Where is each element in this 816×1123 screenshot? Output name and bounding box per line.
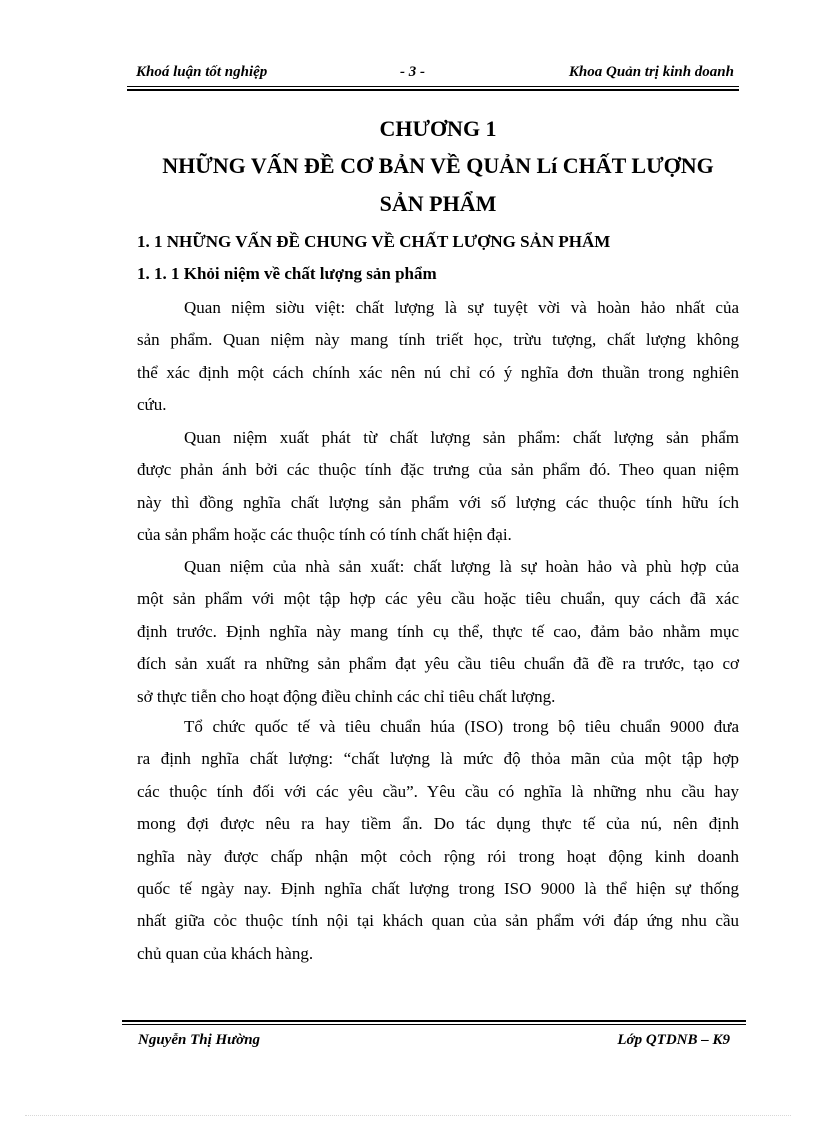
paragraph-line: Tổ chức quốc tế và tiêu chuẩn húa (ISO) trong bộ tiêu chuẩn 9000 đưa	[184, 717, 739, 736]
paragraph-line: cứu.	[137, 395, 167, 415]
paragraph-line: chủ quan của khách hàng.	[137, 943, 314, 963]
subsection-heading-1-1-1: 1. 1. 1 Khỏi niệm về chất lượng sản phẩm	[137, 264, 437, 283]
paragraph-line: nghĩa này được chấp nhận một cỏch rộng rói trong hoạt động kinh doanh	[137, 846, 739, 866]
paragraph-line: Quan niệm siờu việt: chất lượng là sự tuyệt vời và hoàn hảo nhất của	[184, 298, 739, 317]
footer-class: Lớp QTDNB – K9	[617, 1032, 730, 1048]
paragraph-line: này thì đồng nghĩa chất lượng sản phẩm với số lượng các thuộc tính hữu ích	[137, 492, 739, 512]
chapter-title-line-2: SẢN PHẨM	[379, 191, 497, 216]
page-number: - 3 -	[400, 64, 425, 80]
paragraph-line: thể xác định một cách chính xác nên nú chỉ có ý nghĩa đơn thuần trong nghiên	[137, 362, 739, 382]
paragraph-line: của sản phẩm hoặc các thuộc tính có tính chất hiện đại.	[137, 525, 512, 545]
paragraph-line: được phản ánh bởi các thuộc tính đặc trưng của sản phẩm đó. Theo quan niệm	[137, 460, 739, 480]
paragraph-line: một sản phẩm với một tập hợp các yêu cầu hoặc tiêu chuẩn, quy cách đã xác	[137, 589, 739, 609]
paragraph-line: quốc tế ngày nay. Định nghĩa chất lượng trong ISO 9000 là thể hiện sự thống	[137, 878, 739, 898]
paragraph-line: ra định nghĩa chất lượng: “chất lượng là mức độ thỏa mãn của một tập hợp	[137, 749, 739, 769]
paragraph-line: Quan niệm của nhà sản xuất: chất lượng là sự hoàn hảo và phù hợp của	[184, 557, 739, 576]
header-thesis-label: Khoá luận tốt nghiệp	[136, 64, 268, 80]
chapter-title-line-1: NHỮNG VẤN ĐỀ CƠ BẢN VỀ QUẢN Lí CHẤT LƯỢNG	[162, 153, 714, 178]
paragraph-line: mong đợi được nêu ra hay tiềm ẩn. Do tác dụng thực tế của nú, nên định	[137, 814, 739, 834]
paragraph-line: nhất giữa cỏc thuộc tính nội tại khách quan của sản phẩm với đáp ứng nhu cầu	[137, 911, 739, 931]
paragraph-line: đích sản xuất ra những sản phẩm đạt yêu cầu tiêu chuẩn đã đề ra trước, tạo cơ	[137, 654, 739, 674]
page-header	[130, 62, 736, 86]
paragraph-line: sản phẩm. Quan niệm này mang tính triết học, trừu tượng, chất lượng không	[137, 330, 739, 350]
paragraph-1	[137, 292, 739, 422]
header-faculty-label: Khoa Quản trị kinh doanh	[568, 64, 734, 80]
paragraph-line: sở thực tiễn cho hoạt động điều chỉnh các chỉ tiêu chất lượng.	[137, 686, 556, 706]
chapter-number: CHƯƠNG 1	[379, 116, 497, 141]
page-edge-divider	[25, 1115, 791, 1116]
paragraph-line: định trước. Định nghĩa này mang tính cụ thể, thực tế cao, đảm bảo nhằm mục	[137, 621, 739, 641]
section-heading-1-1: 1. 1 NHỮNG VẤN ĐỀ CHUNG VỀ CHẤT LƯỢNG SẢN PHẨM	[137, 232, 611, 251]
paragraph-3	[137, 551, 739, 713]
paragraph-2	[137, 422, 739, 552]
header-rule	[127, 86, 739, 91]
paragraph-line: các thuộc tính đối với các yêu cầu”. Yêu cầu có nghĩa là những nhu cầu hay	[137, 781, 739, 801]
footer-author: Nguyễn Thị Hường	[138, 1032, 261, 1048]
paragraph-4	[137, 711, 739, 970]
footer-rule	[122, 1020, 746, 1025]
paragraph-line: Quan niệm xuất phát từ chất lượng sản phẩm: chất lượng sản phẩm	[184, 428, 739, 447]
